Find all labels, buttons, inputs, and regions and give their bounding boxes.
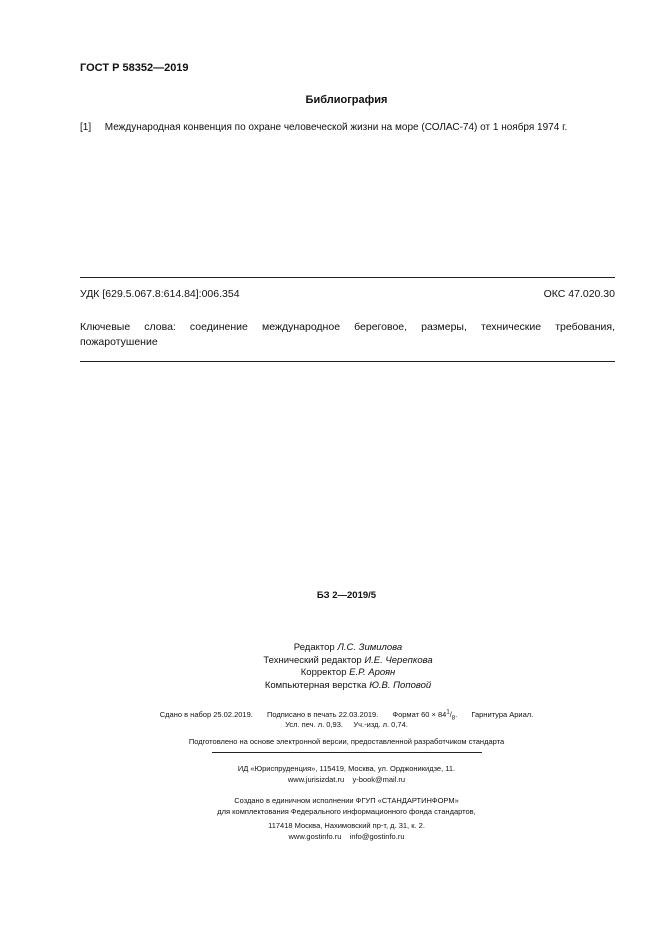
credit-corrector: Корректор Е.Р. Ароян [300,667,396,678]
address-info: 117418 Москва, Нахимовский пр-т, д. 31, к. 2. www.gostinfo.ru info@gostinfo.ru [268,821,425,841]
bibliography-item-number: [1] [80,122,92,133]
print-details-line2: Усл. печ. л. 0,93. Уч.-изд. л. 0,74. [285,720,408,729]
document-code: ГОСТ Р 58352—2019 [80,62,189,74]
keywords: Ключевые слова: соединение международное береговое, размеры, технические требования, пожаротушение [80,321,615,348]
created-info: Создано в единичном исполнении ФГУП «СТАНДАРТИНФОРМ» для комплектования Федерального информационного фонда стандартов, [217,796,476,816]
oks-code: ОКС 47.020.30 [543,288,615,300]
divider-bottom [80,361,615,362]
bz-code: БЗ 2—2019/5 [316,590,377,601]
credits [200,642,496,692]
bibliography-title: Библиография [305,94,388,106]
publisher-info: ИД «Юриспруденция», 115419, Москва, ул. Орджоникидзе, 11. www.jurisizdat.ru y-book@mail.ru [237,764,456,784]
credit-tech-editor: Технический редактор И.Е. Черепкова [263,654,433,666]
udk-code: УДК [629.5.067.8:614.84]:006.354 [80,288,240,300]
divider-imprint [212,752,482,753]
print-details-line1: Сдано в набор 25.02.2019. Подписано в печать 22.03.2019. Формат $60 \times 84^1/_8$. Гарнитура Ариал. [159,709,534,721]
credit-layout: Компьютерная верстка Ю.В. Поповой [264,679,432,691]
credit-editor: Редактор Л.С. Зимилова [293,642,403,653]
prepared-note: Подготовлено на основе электронной версии, предоставленной разработчиком стандарта [188,737,505,746]
bibliography-item [80,122,567,133]
bibliography-item-text: Международная конвенция по охране человеческой жизни на море (СОЛАС-74) от 1 ноября 1974 г. [104,122,568,133]
divider-top [80,277,615,278]
